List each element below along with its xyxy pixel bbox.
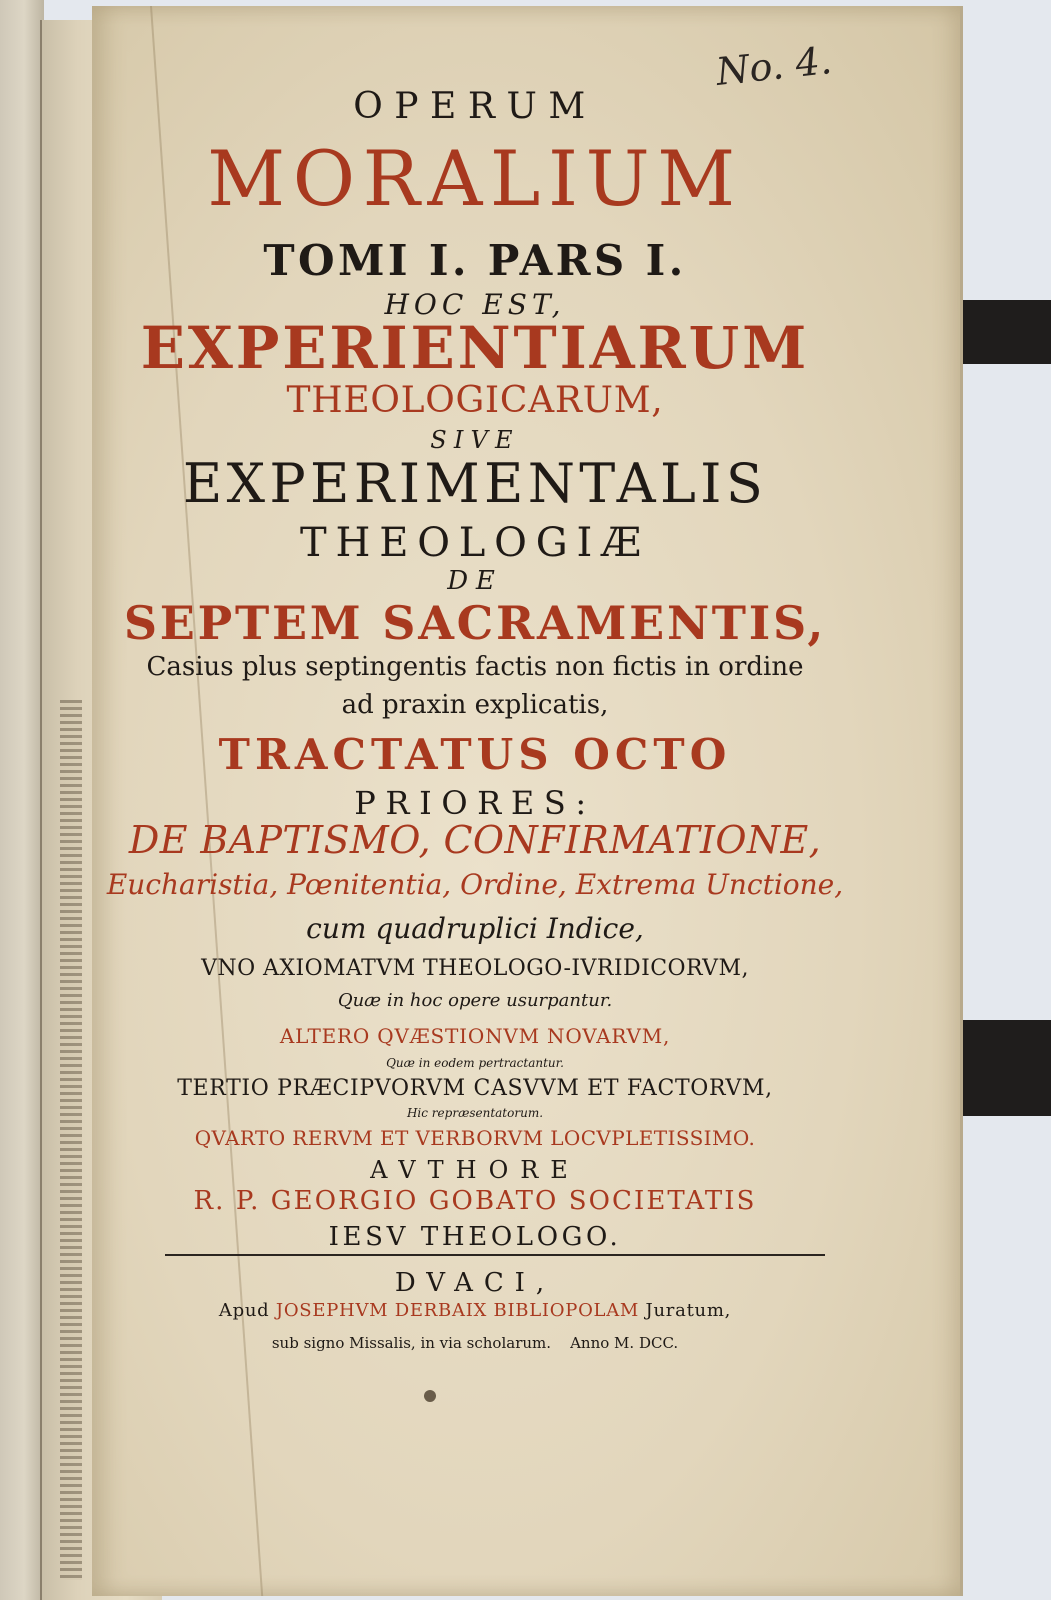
imprint-juratum: Juratum,: [645, 1300, 732, 1321]
imprint-apud: Apud: [218, 1300, 270, 1321]
author-name: R. P. GEORGIO GOBATO SOCIETATIS: [193, 1186, 757, 1216]
index-line-hic-repraesentatorum: Hic repræsentatorum.: [406, 1106, 544, 1120]
title-line-eucharistia: Eucharistia, Pœnitentia, Ordine, Extrema Unctione,: [106, 868, 844, 901]
title-line-experientiarum: EXPERIENTIARUM: [140, 314, 810, 382]
imprint-publisher-name: JOSEPHVM DERBAIX BIBLIOPOLAM: [275, 1300, 640, 1321]
clasp-strap-bottom: [950, 1020, 1051, 1116]
index-line-tertio: TERTIO PRÆCIPVORVM CASVVM ET FACTORVM,: [177, 1076, 773, 1101]
title-line-sive: SIVE: [430, 426, 520, 454]
title-line-de-baptismo: DE BAPTISMO, CONFIRMATIONE,: [128, 818, 822, 862]
title-line-tomi: TOMI I. PARS I.: [263, 236, 687, 285]
index-line-quarto: QVARTO RERVM ET VERBORVM LOCVPLETISSIMO.: [194, 1126, 756, 1150]
title-line-experimentalis: EXPERIMENTALIS: [182, 452, 768, 515]
title-line-ad-praxin: ad praxin explicatis,: [341, 690, 609, 720]
title-line-septem-sacramentis: SEPTEM SACRAMENTIS,: [123, 596, 827, 650]
ink-stain: [424, 1390, 436, 1402]
imprint-publisher-line: [100, 1300, 850, 1321]
imprint-anno: Anno M. DCC.: [570, 1334, 679, 1352]
index-line-altero: ALTERO QVÆSTIONVM NOVARVM,: [279, 1024, 671, 1048]
title-line-operum: OPERUM: [353, 86, 597, 127]
book-cover-edge: [0, 0, 44, 1600]
title-line-moralium: MORALIUM: [207, 134, 743, 223]
title-line-casius: Casius plus septingentis factis non fictis in ordine: [146, 652, 804, 682]
imprint-rule: [165, 1254, 825, 1256]
author-label: AVTHORE: [370, 1156, 580, 1184]
imprint-city: DVACI,: [394, 1268, 556, 1298]
frayed-page-edge: [60, 700, 82, 1580]
title-line-tractatus: TRACTATUS OCTO: [218, 730, 732, 779]
imprint-sub-signo: sub signo Missalis, in via scholarum.: [271, 1334, 552, 1352]
title-line-priores: PRIORES:: [354, 784, 596, 822]
imprint-address-line: [100, 1334, 850, 1352]
index-line-quae-in-hoc: Quæ in hoc opere usurpantur.: [337, 990, 613, 1011]
handwritten-shelf-mark: No. 4.: [714, 38, 834, 94]
title-line-de: DE: [447, 566, 503, 596]
title-line-hoc-est: HOC EST,: [384, 288, 566, 321]
index-line-quae-in-eodem: Quæ in eodem pertractantur.: [386, 1056, 564, 1070]
title-line-theologiae: THEOLOGIÆ: [300, 520, 650, 566]
title-line-cum-quadruplici: cum quadruplici Indice,: [306, 912, 644, 945]
index-line-vno: VNO AXIOMATVM THEOLOGO-IVRIDICORVM,: [201, 956, 749, 981]
author-affiliation: IESV THEOLOGO.: [328, 1222, 622, 1252]
title-line-theologicarum: THEOLOGICARUM,: [286, 380, 664, 421]
